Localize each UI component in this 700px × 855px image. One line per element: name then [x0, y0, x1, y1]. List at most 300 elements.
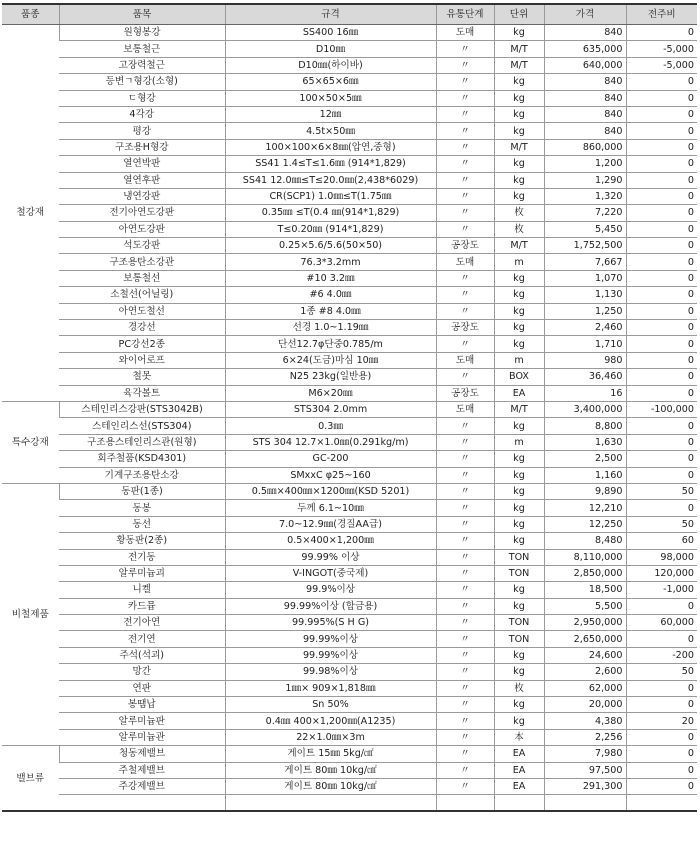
table-body — [2, 25, 697, 812]
header-item: 품목 — [59, 4, 225, 25]
table-row — [2, 74, 697, 90]
item-weekly-change: 0 — [626, 451, 697, 467]
table-row — [2, 41, 697, 57]
item-distribution: 〃 — [436, 221, 494, 237]
item-spec: CR(SCP1) 1.0㎜≤T(1.75㎜ — [225, 188, 436, 204]
header-category: 품종 — [2, 4, 59, 25]
item-distribution: 〃 — [436, 697, 494, 713]
item-name: 평강 — [59, 123, 225, 139]
item-spec: 0.3㎜ — [225, 418, 436, 434]
table-row — [2, 25, 697, 41]
table-row — [2, 57, 697, 73]
item-weekly-change: 0 — [626, 221, 697, 237]
item-unit: EA — [494, 385, 544, 401]
item-weekly-change: 0 — [626, 205, 697, 221]
item-unit: kg — [494, 582, 544, 598]
table-row — [2, 615, 697, 631]
item-price: 8,480 — [544, 533, 626, 549]
item-unit: kg — [494, 336, 544, 352]
item-price: 2,850,000 — [544, 565, 626, 581]
item-price: 3,400,000 — [544, 401, 626, 417]
item-name: 동봉 — [59, 500, 225, 516]
item-spec: 게이트 80㎜ 10kg/㎠ — [225, 778, 436, 794]
item-unit: M/T — [494, 401, 544, 417]
item-spec: 100×50×5㎜ — [225, 90, 436, 106]
item-price: 635,000 — [544, 41, 626, 57]
item-distribution: 〃 — [436, 303, 494, 319]
item-weekly-change: 0 — [626, 106, 697, 122]
item-distribution: 〃 — [436, 57, 494, 73]
item-price: 7,980 — [544, 746, 626, 762]
item-price: 840 — [544, 106, 626, 122]
item-spec: 6×24(도금)마심 10㎜ — [225, 352, 436, 368]
item-name: 열연박판 — [59, 156, 225, 172]
item-name: 알루미늄괴 — [59, 565, 225, 581]
item-distribution: 〃 — [436, 270, 494, 286]
item-price: 24,600 — [544, 647, 626, 663]
item-spec: 65×65×6㎜ — [225, 74, 436, 90]
item-distribution: 〃 — [436, 41, 494, 57]
item-distribution: 〃 — [436, 516, 494, 532]
item-unit: kg — [494, 188, 544, 204]
item-distribution: 〃 — [436, 746, 494, 762]
item-unit: M/T — [494, 41, 544, 57]
item-weekly-change: 0 — [626, 746, 697, 762]
item-distribution: 〃 — [436, 369, 494, 385]
item-distribution: 공장도 — [436, 238, 494, 254]
item-distribution: 〃 — [436, 762, 494, 778]
item-price: 12,250 — [544, 516, 626, 532]
item-price: 860,000 — [544, 139, 626, 155]
item-weekly-change: 50 — [626, 664, 697, 680]
item-weekly-change: 0 — [626, 680, 697, 696]
table-row — [2, 385, 697, 401]
item-distribution: 〃 — [436, 418, 494, 434]
table-row — [2, 697, 697, 713]
item-spec: 게이트 80㎜ 10kg/㎠ — [225, 762, 436, 778]
item-unit: kg — [494, 664, 544, 680]
item-name: 스테인리스강판(STS3042B) — [59, 401, 225, 417]
item-unit: kg — [494, 713, 544, 729]
item-name: 알루미늄관 — [59, 729, 225, 745]
item-price: 97,500 — [544, 762, 626, 778]
item-price: 1,290 — [544, 172, 626, 188]
item-spec: STS 304 12.7×1.0㎜(0.291kg/m) — [225, 434, 436, 450]
item-name: 전기아연도강판 — [59, 205, 225, 221]
item-weekly-change: -200 — [626, 647, 697, 663]
item-unit: kg — [494, 106, 544, 122]
table-row — [2, 352, 697, 368]
item-distribution: 〃 — [436, 647, 494, 663]
item-unit: M/T — [494, 57, 544, 73]
item-price: 2,460 — [544, 320, 626, 336]
item-price: 8,110,000 — [544, 549, 626, 565]
table-row — [2, 516, 697, 532]
item-distribution: 〃 — [436, 90, 494, 106]
item-distribution: 도매 — [436, 254, 494, 270]
item-weekly-change: 0 — [626, 598, 697, 614]
item-name: 청동제밸브 — [59, 746, 225, 762]
item-name: 주석(석괴) — [59, 647, 225, 663]
item-name: PC강선2종 — [59, 336, 225, 352]
header-price: 가격 — [544, 4, 626, 25]
item-price: 12,210 — [544, 500, 626, 516]
table-row — [2, 418, 697, 434]
item-weekly-change: 0 — [626, 762, 697, 778]
item-weekly-change: 0 — [626, 778, 697, 794]
table-row — [2, 713, 697, 729]
item-price: 2,950,000 — [544, 615, 626, 631]
item-name: 보통철근 — [59, 41, 225, 57]
item-weekly-change: 0 — [626, 500, 697, 516]
item-distribution: 〃 — [436, 467, 494, 483]
item-spec: 1㎜× 909×1,818㎜ — [225, 680, 436, 696]
item-price: 36,460 — [544, 369, 626, 385]
item-spec: 99.98%이상 — [225, 664, 436, 680]
item-spec: 99.99%이상 — [225, 647, 436, 663]
item-distribution: 〃 — [436, 483, 494, 499]
header-weekly-change: 전주비 — [626, 4, 697, 25]
item-distribution: 〃 — [436, 778, 494, 794]
item-name: 철못 — [59, 369, 225, 385]
table-row — [2, 434, 697, 450]
item-name: 아연도철선 — [59, 303, 225, 319]
item-name: 회주철품(KSD4301) — [59, 451, 225, 467]
item-spec: SS41 1.4≤T≤1.6㎜ (914*1,829) — [225, 156, 436, 172]
item-weekly-change: -5,000 — [626, 57, 697, 73]
item-unit: 枚 — [494, 221, 544, 237]
item-name: 경강선 — [59, 320, 225, 336]
table-row — [2, 549, 697, 565]
item-spec: D10㎜ — [225, 41, 436, 57]
item-name: 연판 — [59, 680, 225, 696]
item-price: 4,380 — [544, 713, 626, 729]
item-price: 1,130 — [544, 287, 626, 303]
item-unit: m — [494, 254, 544, 270]
table-row — [2, 598, 697, 614]
item-price: 7,667 — [544, 254, 626, 270]
item-spec: 22×1.0㎜×3m — [225, 729, 436, 745]
item-name: 구조용탄소강관 — [59, 254, 225, 270]
item-unit: kg — [494, 647, 544, 663]
item-weekly-change: 50 — [626, 483, 697, 499]
item-unit — [494, 795, 544, 812]
item-spec: 0.5㎜×400㎜×1200㎜(KSD 5201) — [225, 483, 436, 499]
item-distribution: 〃 — [436, 156, 494, 172]
item-spec: 게이트 15㎜ 5kg/㎠ — [225, 746, 436, 762]
item-name: 4각강 — [59, 106, 225, 122]
item-unit: BOX — [494, 369, 544, 385]
item-distribution: 도매 — [436, 25, 494, 41]
item-weekly-change: 0 — [626, 188, 697, 204]
item-spec: 1종 #8 4.0㎜ — [225, 303, 436, 319]
item-unit: kg — [494, 418, 544, 434]
item-price: 2,650,000 — [544, 631, 626, 647]
item-price: 7,220 — [544, 205, 626, 221]
item-distribution: 〃 — [436, 565, 494, 581]
item-name — [59, 795, 225, 812]
table-row — [2, 778, 697, 794]
item-weekly-change: 0 — [626, 729, 697, 745]
item-name: 황동판(2종) — [59, 533, 225, 549]
item-spec: M6×20㎜ — [225, 385, 436, 401]
item-weekly-change: 0 — [626, 156, 697, 172]
table-row — [2, 123, 697, 139]
item-name: 동선 — [59, 516, 225, 532]
header-row — [2, 4, 697, 25]
item-unit: m — [494, 352, 544, 368]
item-unit: kg — [494, 123, 544, 139]
table-row — [2, 467, 697, 483]
item-distribution: 〃 — [436, 713, 494, 729]
item-weekly-change: 50 — [626, 516, 697, 532]
table-row — [2, 664, 697, 680]
item-weekly-change: 0 — [626, 369, 697, 385]
item-price: 20,000 — [544, 697, 626, 713]
table-row — [2, 238, 697, 254]
item-unit: 枚 — [494, 680, 544, 696]
item-weekly-change: 0 — [626, 270, 697, 286]
item-price: 1,200 — [544, 156, 626, 172]
item-weekly-change: 0 — [626, 434, 697, 450]
item-name: 구조용H형강 — [59, 139, 225, 155]
item-price: 1,630 — [544, 434, 626, 450]
item-name: 소철선(어닐링) — [59, 287, 225, 303]
table-row — [2, 303, 697, 319]
item-unit: TON — [494, 615, 544, 631]
item-unit: M/T — [494, 139, 544, 155]
item-spec: D10㎜(하이바) — [225, 57, 436, 73]
item-price: 16 — [544, 385, 626, 401]
item-name: 전기동 — [59, 549, 225, 565]
item-name: 구조용스테인리스관(원형) — [59, 434, 225, 450]
table-row — [2, 795, 697, 812]
item-unit: EA — [494, 762, 544, 778]
item-distribution: 〃 — [436, 106, 494, 122]
item-spec: N25 23kg(일반용) — [225, 369, 436, 385]
item-weekly-change: 60 — [626, 533, 697, 549]
item-price: 291,300 — [544, 778, 626, 794]
item-name: 주강제밸브 — [59, 778, 225, 794]
item-weekly-change: 0 — [626, 74, 697, 90]
item-distribution: 〃 — [436, 336, 494, 352]
table-row — [2, 451, 697, 467]
item-unit: kg — [494, 74, 544, 90]
category-cell: 밸브류 — [2, 746, 59, 812]
item-price: 840 — [544, 25, 626, 41]
item-spec: 0.25×5.6/5.6(50×50) — [225, 238, 436, 254]
item-name: 니켈 — [59, 582, 225, 598]
item-weekly-change: 0 — [626, 90, 697, 106]
item-name: 스테인리스선(STS304) — [59, 418, 225, 434]
item-weekly-change: 20 — [626, 713, 697, 729]
item-unit: kg — [494, 451, 544, 467]
item-name: 아연도강판 — [59, 221, 225, 237]
item-distribution: 〃 — [436, 205, 494, 221]
item-unit: kg — [494, 172, 544, 188]
item-spec: 12㎜ — [225, 106, 436, 122]
item-price: 840 — [544, 74, 626, 90]
item-unit: kg — [494, 598, 544, 614]
item-name: 육각볼트 — [59, 385, 225, 401]
item-spec: 99.99%이상 (합금용) — [225, 598, 436, 614]
item-unit: kg — [494, 156, 544, 172]
table-row — [2, 336, 697, 352]
table-row — [2, 582, 697, 598]
price-table — [2, 3, 697, 812]
table-row — [2, 631, 697, 647]
item-spec: SMxxC φ25~160 — [225, 467, 436, 483]
item-weekly-change: 0 — [626, 385, 697, 401]
table-row — [2, 254, 697, 270]
item-price: 18,500 — [544, 582, 626, 598]
item-unit: 枚 — [494, 205, 544, 221]
item-weekly-change: 60,000 — [626, 615, 697, 631]
item-price: 5,500 — [544, 598, 626, 614]
category-cell: 철강재 — [2, 25, 59, 402]
item-price: 840 — [544, 123, 626, 139]
item-unit: kg — [494, 483, 544, 499]
table-row — [2, 762, 697, 778]
item-price: 1,320 — [544, 188, 626, 204]
item-unit: EA — [494, 778, 544, 794]
table-row — [2, 287, 697, 303]
item-distribution: 〃 — [436, 615, 494, 631]
table-row — [2, 565, 697, 581]
item-unit: m — [494, 434, 544, 450]
item-price: 62,000 — [544, 680, 626, 696]
item-distribution: 〃 — [436, 631, 494, 647]
item-distribution: 도매 — [436, 401, 494, 417]
item-weekly-change: 0 — [626, 631, 697, 647]
item-spec: 7.0~12.9㎜(경질AA급) — [225, 516, 436, 532]
item-price: 1,710 — [544, 336, 626, 352]
table-row — [2, 156, 697, 172]
item-distribution — [436, 795, 494, 812]
item-distribution: 〃 — [436, 434, 494, 450]
item-spec: SS41 12.0㎜≤T≤20.0㎜(2,438*6029) — [225, 172, 436, 188]
item-spec: 100×100×6×8㎜(압연,중형) — [225, 139, 436, 155]
item-weekly-change: 0 — [626, 303, 697, 319]
header-unit: 단위 — [494, 4, 544, 25]
item-unit: kg — [494, 25, 544, 41]
item-spec: 76.3*3.2mm — [225, 254, 436, 270]
item-distribution: 〃 — [436, 123, 494, 139]
item-name: 전기아연 — [59, 615, 225, 631]
item-price: 9,890 — [544, 483, 626, 499]
table-row — [2, 106, 697, 122]
item-price: 2,500 — [544, 451, 626, 467]
item-spec: 4.5t×50㎜ — [225, 123, 436, 139]
item-weekly-change: -100,000 — [626, 401, 697, 417]
item-name: 보통철선 — [59, 270, 225, 286]
item-unit: TON — [494, 565, 544, 581]
item-name: ㄷ형강 — [59, 90, 225, 106]
category-cell: 특수강재 — [2, 401, 59, 483]
item-name: 냉연강판 — [59, 188, 225, 204]
item-distribution: 〃 — [436, 451, 494, 467]
header-spec: 규격 — [225, 4, 436, 25]
item-unit: TON — [494, 631, 544, 647]
item-weekly-change: 0 — [626, 697, 697, 713]
item-price — [544, 795, 626, 812]
item-weekly-change: 98,000 — [626, 549, 697, 565]
item-price: 840 — [544, 90, 626, 106]
table-row — [2, 270, 697, 286]
item-distribution: 〃 — [436, 172, 494, 188]
item-price: 1,070 — [544, 270, 626, 286]
item-spec: 단선12.7φ단중0.785/m — [225, 336, 436, 352]
table-row — [2, 533, 697, 549]
item-unit: 本 — [494, 729, 544, 745]
item-unit: kg — [494, 270, 544, 286]
item-unit: kg — [494, 90, 544, 106]
item-distribution: 〃 — [436, 598, 494, 614]
item-price: 1,752,500 — [544, 238, 626, 254]
item-weekly-change: -5,000 — [626, 41, 697, 57]
item-spec: 0.5×400×1,200㎜ — [225, 533, 436, 549]
item-unit: kg — [494, 697, 544, 713]
item-unit: kg — [494, 303, 544, 319]
item-price: 8,800 — [544, 418, 626, 434]
item-spec: GC-200 — [225, 451, 436, 467]
item-spec: 99.99%이상 — [225, 631, 436, 647]
item-name: 봉땜납 — [59, 697, 225, 713]
item-name: 열연후판 — [59, 172, 225, 188]
item-name: 석도강판 — [59, 238, 225, 254]
table-row — [2, 647, 697, 663]
item-name: 고장력철근 — [59, 57, 225, 73]
header-distribution: 유통단계 — [436, 4, 494, 25]
item-weekly-change: 0 — [626, 139, 697, 155]
item-spec: T≤0.20㎜ (914*1,829) — [225, 221, 436, 237]
item-spec: 99.995%(S H G) — [225, 615, 436, 631]
item-weekly-change — [626, 795, 697, 812]
table-row — [2, 188, 697, 204]
item-weekly-change: 120,000 — [626, 565, 697, 581]
item-spec: V-INGOT(중국제) — [225, 565, 436, 581]
table-row — [2, 221, 697, 237]
item-spec: 99.9%이상 — [225, 582, 436, 598]
item-spec: 99.99% 이상 — [225, 549, 436, 565]
item-unit: kg — [494, 500, 544, 516]
table-row — [2, 401, 697, 417]
item-distribution: 공장도 — [436, 320, 494, 336]
item-price: 5,450 — [544, 221, 626, 237]
item-weekly-change: 0 — [626, 336, 697, 352]
item-name: 카드뮴 — [59, 598, 225, 614]
category-cell: 비철제품 — [2, 483, 59, 745]
table-row — [2, 680, 697, 696]
item-weekly-change: 0 — [626, 254, 697, 270]
table-row — [2, 369, 697, 385]
table-row — [2, 205, 697, 221]
item-weekly-change: 0 — [626, 123, 697, 139]
item-weekly-change: 0 — [626, 467, 697, 483]
item-unit: kg — [494, 533, 544, 549]
table-row — [2, 746, 697, 762]
item-distribution: 〃 — [436, 664, 494, 680]
item-price: 1,250 — [544, 303, 626, 319]
item-name: 전기연 — [59, 631, 225, 647]
item-spec: 0.4㎜ 400×1,200㎜(A1235) — [225, 713, 436, 729]
item-distribution: 도매 — [436, 352, 494, 368]
item-spec: 선경 1.0~1.19㎜ — [225, 320, 436, 336]
item-distribution: 〃 — [436, 549, 494, 565]
item-distribution: 공장도 — [436, 385, 494, 401]
item-distribution: 〃 — [436, 74, 494, 90]
item-spec: #6 4.0㎜ — [225, 287, 436, 303]
